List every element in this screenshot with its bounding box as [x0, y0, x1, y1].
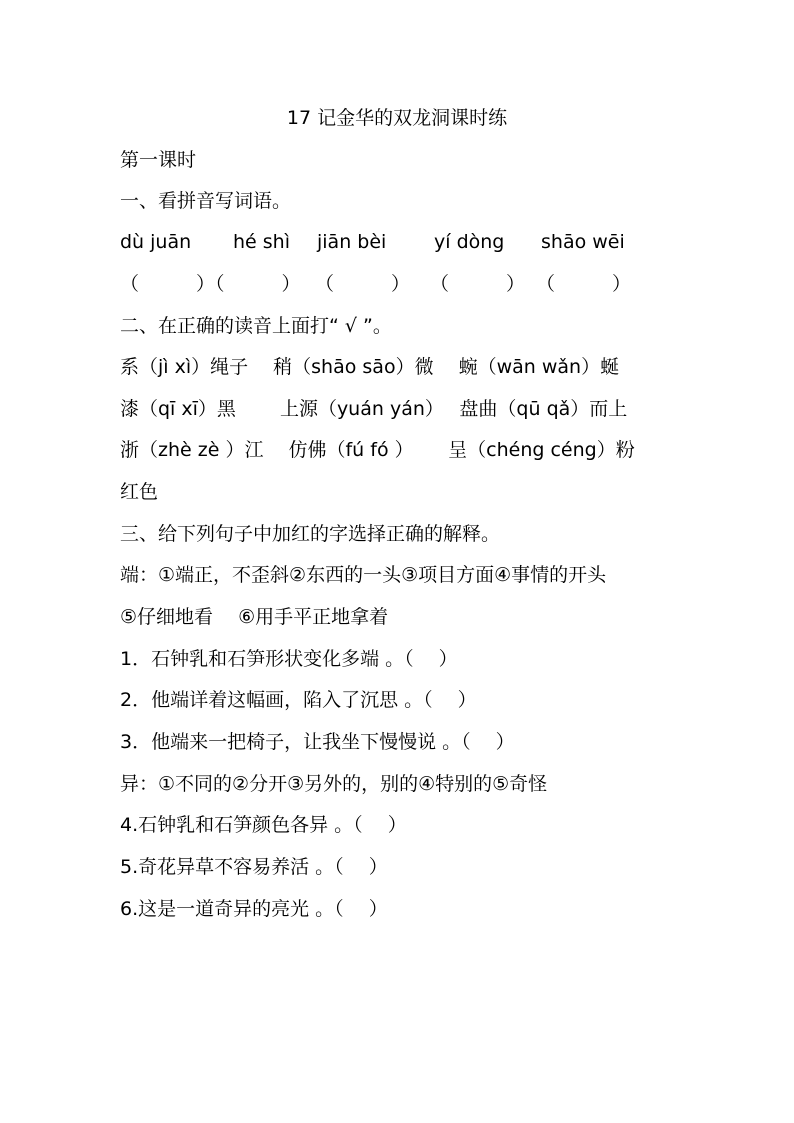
duan-definitions-2: ⑤仔细地看 ⑥用手平正地拿着	[120, 606, 389, 628]
pinyin-4: yí dòng	[434, 231, 505, 253]
question-1: 1．石钟乳和石笋形状变化多端 。（ ）	[120, 648, 458, 670]
yi-definitions: 异：①不同的②分开③另外的，别的④特别的⑤奇怪	[120, 773, 548, 795]
question-6: 6.这是一道奇异的亮光 。（ ）	[120, 898, 388, 920]
section3-heading: 三、给下列句子中加红的字选择正确的解释。	[120, 523, 501, 545]
page-title: 17 记金华的双龙洞课时练	[286, 107, 508, 129]
answer-bracket-1-2[interactable]: （ ）（ ）	[120, 273, 301, 295]
question-3: 3．他端来一把椅子，让我坐下慢慢说 。（ ）	[120, 731, 515, 753]
section2-heading: 二、在正确的读音上面打“ √ ”。	[120, 315, 392, 337]
reading-line-1: 系（jì xì）绳子 稍（shāo sāo）微 蜿（wān wǎn）蜒	[120, 356, 620, 378]
question-4: 4.石钟乳和石笋颜色各异 。（ ）	[120, 814, 407, 836]
answer-bracket-5[interactable]: （ ）	[536, 273, 632, 295]
lesson-label: 第一课时	[120, 149, 197, 171]
section1-heading: 一、看拼音写词语。	[120, 190, 292, 212]
answer-bracket-3[interactable]: （ ）	[315, 273, 411, 295]
reading-line-3: 浙（zhè zè ）江 仿佛（fú fó ） 呈（chéng céng）粉	[120, 439, 635, 461]
answer-bracket-4[interactable]: （ ）	[430, 273, 526, 295]
pinyin-1: dù juān	[120, 231, 192, 253]
pinyin-5: shāo wēi	[541, 231, 625, 253]
reading-line-2: 漆（qī xī）黑 上源（yuán yán） 盘曲（qū qǎ）而上	[120, 398, 628, 420]
duan-definitions-1: 端：①端正，不歪斜②东西的一头③项目方面④事情的开头	[120, 564, 607, 586]
question-2: 2．他端详着这幅画，陷入了沉思 。（ ）	[120, 689, 477, 711]
pinyin-3: jiān bèi	[317, 231, 387, 253]
reading-line-4: 红色	[120, 481, 159, 503]
question-5: 5.奇花异草不容易养活 。（ ）	[120, 856, 388, 878]
pinyin-2: hé shì	[233, 231, 290, 253]
